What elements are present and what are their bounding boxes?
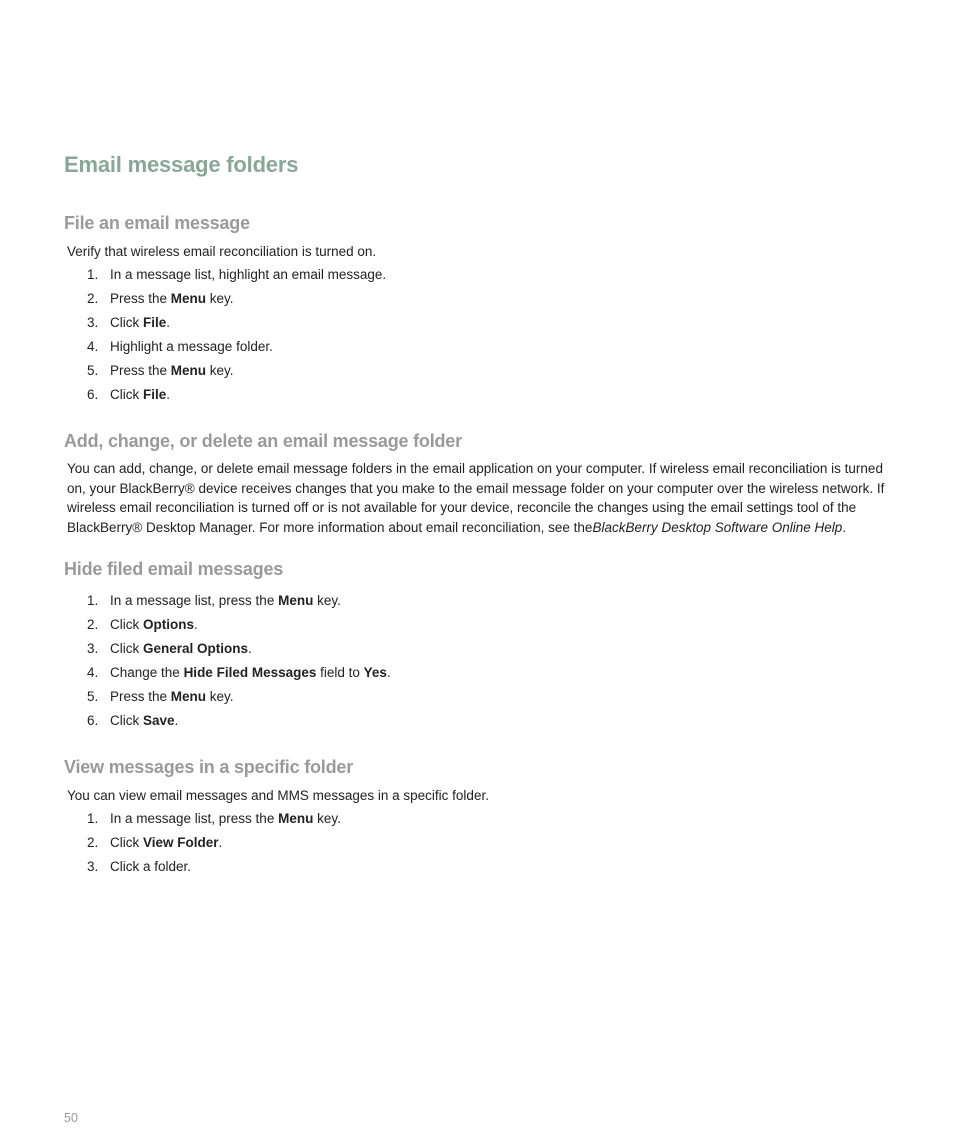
step-text: Click General Options. [110, 641, 252, 656]
section-heading: View messages in a specific folder [64, 757, 354, 777]
step-text: Click Options. [110, 617, 198, 632]
step-number: 1. [87, 267, 99, 282]
step-text: Click File. [110, 315, 171, 330]
ui-term: Menu [170, 291, 207, 306]
section-intro: Verify that wireless email reconciliation is turned on. [67, 244, 377, 259]
step-number: 3. [87, 315, 99, 330]
section-heading: File an email message [64, 213, 250, 233]
ui-term: Menu [278, 811, 314, 826]
step-text: Click a folder. [110, 859, 192, 874]
ui-term: Yes [363, 665, 387, 680]
step-number: 2. [87, 291, 99, 306]
ui-term: Menu [170, 363, 207, 378]
step-text: Press the Menu key. [110, 363, 234, 378]
step-text: Press the Menu key. [110, 291, 234, 306]
step-text: Change the Hide Filed Messages field to Yes. [110, 665, 391, 680]
section-paragraph: You can add, change, or delete email message folders in the email application on your computer. If wireless email reconciliation is turned on, your BlackBerry® device receives changes that you make to the email message folder on your computer over the wireless network. If wireless email reconciliation is turned off or is not available for your device, reconcile the changes using the email settings tool of the BlackBerry® Desktop Manager. For more information about email reconciliation, see theBlackBerry Desktop Software Online Help. [67, 461, 885, 535]
ui-term: View Folder [143, 835, 219, 850]
section-heading: Hide filed email messages [64, 559, 284, 579]
step-number: 4. [87, 665, 99, 680]
step-text: Click View Folder. [110, 835, 223, 850]
ui-term: General Options [143, 641, 249, 656]
step-number: 1. [87, 811, 99, 826]
step-number: 3. [87, 859, 99, 874]
step-text: In a message list, press the Menu key. [110, 811, 341, 826]
step-number: 4. [87, 339, 99, 354]
ui-term: Hide Filed Messages [183, 665, 317, 680]
step-text: Click Save. [110, 713, 179, 728]
ui-term: File [143, 315, 167, 330]
step-number: 2. [87, 617, 99, 632]
ui-term: Options [143, 617, 194, 632]
page-number: 50 [64, 1111, 78, 1125]
page-title: Email message folders [64, 152, 299, 177]
step-number: 1. [87, 593, 99, 608]
section-intro: You can view email messages and MMS messages in a specific folder. [67, 788, 489, 803]
step-text: Click File. [110, 387, 171, 402]
ui-term: Save [143, 713, 175, 728]
step-text: In a message list, highlight an email message. [110, 267, 387, 282]
step-text: Highlight a message folder. [110, 339, 273, 354]
ui-term: Menu [170, 689, 207, 704]
step-number: 6. [87, 387, 99, 402]
step-text: In a message list, press the Menu key. [110, 593, 341, 608]
help-reference: BlackBerry Desktop Software Online Help [592, 519, 843, 535]
section-heading: Add, change, or delete an email message folder [64, 431, 462, 451]
step-number: 5. [87, 363, 99, 378]
step-text: Press the Menu key. [110, 689, 234, 704]
step-number: 6. [87, 713, 99, 728]
ui-term: Menu [278, 593, 314, 608]
ui-term: File [143, 387, 167, 402]
step-number: 5. [87, 689, 99, 704]
step-number: 2. [87, 835, 99, 850]
step-number: 3. [87, 641, 99, 656]
